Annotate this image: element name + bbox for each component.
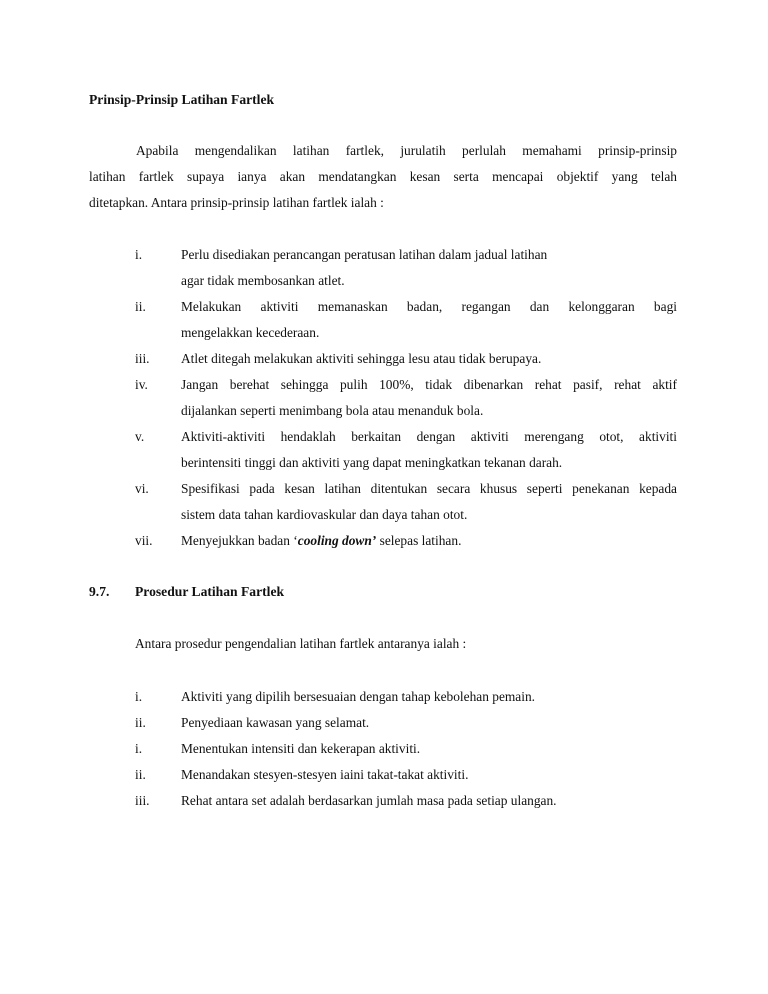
list-item — [89, 294, 677, 346]
list-item-text — [181, 528, 677, 554]
list-item-text: agar tidak membosankan atlet. — [181, 273, 345, 288]
list-item-text: dijalankan seperti menimbang bola atau menanduk bola. — [181, 403, 484, 418]
list-item — [89, 346, 677, 372]
list-item-text: Melakukan aktiviti memanaskan badan, regangan dan kelonggaran bagi — [181, 299, 677, 314]
list-item-number: iii. — [135, 351, 150, 366]
list-item — [89, 424, 677, 476]
list-item-number: ii. — [135, 299, 146, 314]
list-item-text: Atlet ditegah melakukan aktiviti sehingga lesu atau tidak berupaya. — [181, 351, 542, 366]
list-item-number: iv. — [135, 377, 148, 392]
list-item — [89, 736, 677, 762]
list-item-text: Menentukan intensiti dan kekerapan aktiviti. — [181, 741, 421, 756]
list-item — [89, 242, 677, 294]
list-item-text: Rehat antara set adalah berdasarkan jumlah masa pada setiap ulangan. — [181, 793, 557, 808]
list-item — [89, 710, 677, 736]
list-item-text: Jangan berehat sehingga pulih 100%, tidak dibenarkan rehat pasif, rehat aktif — [181, 377, 677, 392]
intro-line-2: latihan fartlek supaya ianya akan mendatangkan kesan serta mencapai objektif yang telah — [89, 169, 677, 184]
text-segment: Menyejukkan badan ‘ — [181, 533, 298, 548]
list-item — [89, 372, 677, 424]
procedure-list — [89, 684, 677, 814]
list-item-text: berintensiti tinggi dan aktiviti yang dapat meningkatkan tekanan darah. — [181, 455, 563, 470]
list-item-number: v. — [135, 429, 145, 444]
list-item — [89, 684, 677, 710]
list-item-text: mengelakkan kecederaan. — [181, 325, 320, 340]
list-item — [89, 476, 677, 528]
list-item-number: vi. — [135, 481, 149, 496]
intro-line-1: Apabila mengendalikan latihan fartlek, jurulatih perlulah memahami prinsip-prinsip — [136, 143, 677, 158]
list-item — [89, 528, 677, 554]
section-heading-procedure: Prosedur Latihan Fartlek — [135, 584, 285, 599]
list-item-number: i. — [135, 689, 143, 704]
procedure-intro: Antara prosedur pengendalian latihan fartlek antaranya ialah : — [135, 636, 467, 651]
list-item-text: Aktiviti-aktiviti hendaklah berkaitan dengan aktiviti merengang otot, aktiviti — [181, 429, 677, 444]
list-item-text: Menandakan stesyen-stesyen iaini takat-takat aktiviti. — [181, 767, 469, 782]
list-item-text: Aktiviti yang dipilih bersesuaian dengan tahap kebolehan pemain. — [181, 689, 536, 704]
list-item-text: Perlu disediakan perancangan peratusan latihan dalam jadual latihan — [181, 247, 548, 262]
intro-paragraph — [89, 138, 677, 216]
list-item-number: i. — [135, 741, 143, 756]
list-item-number: ii. — [135, 715, 146, 730]
list-item-number: i. — [135, 247, 143, 262]
list-item-number: ii. — [135, 767, 146, 782]
list-item-text: Spesifikasi pada kesan latihan ditentukan secara khusus seperti penekanan kepada — [181, 481, 677, 496]
list-item-number: iii. — [135, 793, 150, 808]
list-item-text: sistem data tahan kardiovaskular dan daya tahan otot. — [181, 507, 468, 522]
list-item — [89, 762, 677, 788]
intro-line-3: ditetapkan. Antara prinsip-prinsip latihan fartlek ialah : — [89, 195, 384, 210]
text-segment: selepas latihan. — [376, 533, 462, 548]
section-number: 9.7. — [89, 584, 110, 599]
principles-list — [89, 242, 677, 554]
list-item — [89, 788, 677, 814]
list-item-number: vii. — [135, 533, 153, 548]
section-heading-principles: Prinsip-Prinsip Latihan Fartlek — [89, 92, 275, 107]
list-item-text: Penyediaan kawasan yang selamat. — [181, 715, 370, 730]
emphasis-cooling-down: cooling down’ — [297, 533, 377, 548]
